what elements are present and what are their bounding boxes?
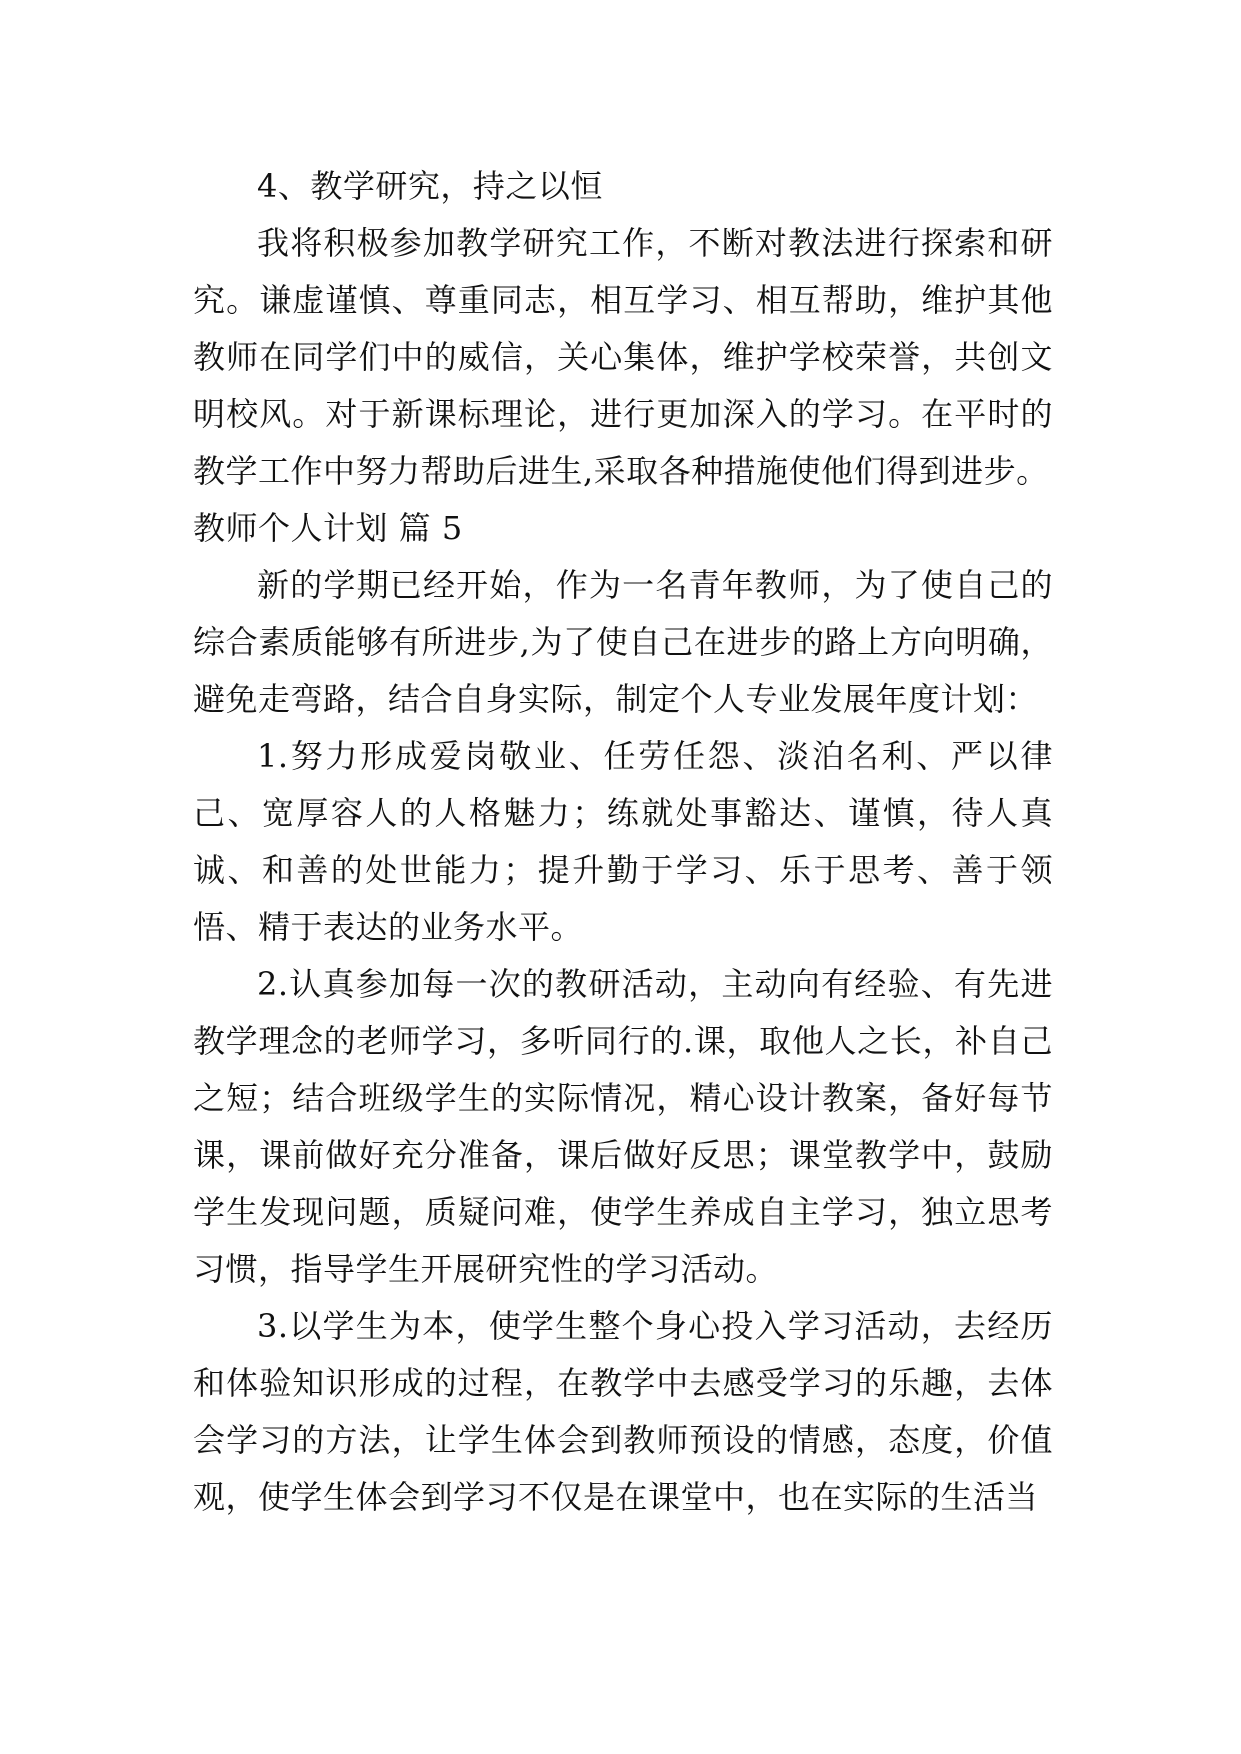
paragraph-intro: 新的学期已经开始，作为一名青年教师，为了使自己的综合素质能够有所进步,为了使自己在进步的路上方向明确，避免走弯路，结合自身实际，制定个人专业发展年度计划： bbox=[193, 566, 1053, 718]
section-title: 教师个人计划 篇 5 bbox=[193, 509, 463, 547]
paragraph-teaching-research: 我将积极参加教学研究工作，不断对教法进行探索和研究。谦虚谨慎、尊重同志，相互学习、相互帮助，维护其他教师在同学们中的威信，关心集体，维护学校荣誉，共创文明校风。对于新课标理论，进行更加深入的学习。在平时的教学工作中努力帮助后进生,采取各种措施使他们得到进步。 bbox=[193, 224, 1053, 490]
heading-4: 4、教学研究，持之以恒 bbox=[257, 167, 603, 205]
list-item-3: 3.以学生为本，使学生整个身心投入学习活动，去经历和体验知识形成的过程，在教学中去感受学习的乐趣，去体会学习的方法，让学生体会到教师预设的情感，态度，价值观，使学生体会到学习不仅是在课堂中，也在实际的生活当 bbox=[193, 1307, 1053, 1516]
document-body bbox=[193, 158, 1053, 1526]
list-item-2: 2.认真参加每一次的教研活动，主动向有经验、有先进教学理念的老师学习，多听同行的.课，取他人之长，补自己之短；结合班级学生的实际情况，精心设计教案，备好每节课，课前做好充分准备，课后做好反思；课堂教学中，鼓励学生发现问题，质疑问难，使学生养成自主学习，独立思考习惯，指导学生开展研究性的学习活动。 bbox=[193, 965, 1053, 1288]
list-item-1: 1.努力形成爱岗敬业、任劳任怨、淡泊名利、严以律己、宽厚容人的人格魅力；练就处事豁达、谨慎，待人真诚、和善的处世能力；提升勤于学习、乐于思考、善于领悟、精于表达的业务水平。 bbox=[193, 737, 1053, 946]
